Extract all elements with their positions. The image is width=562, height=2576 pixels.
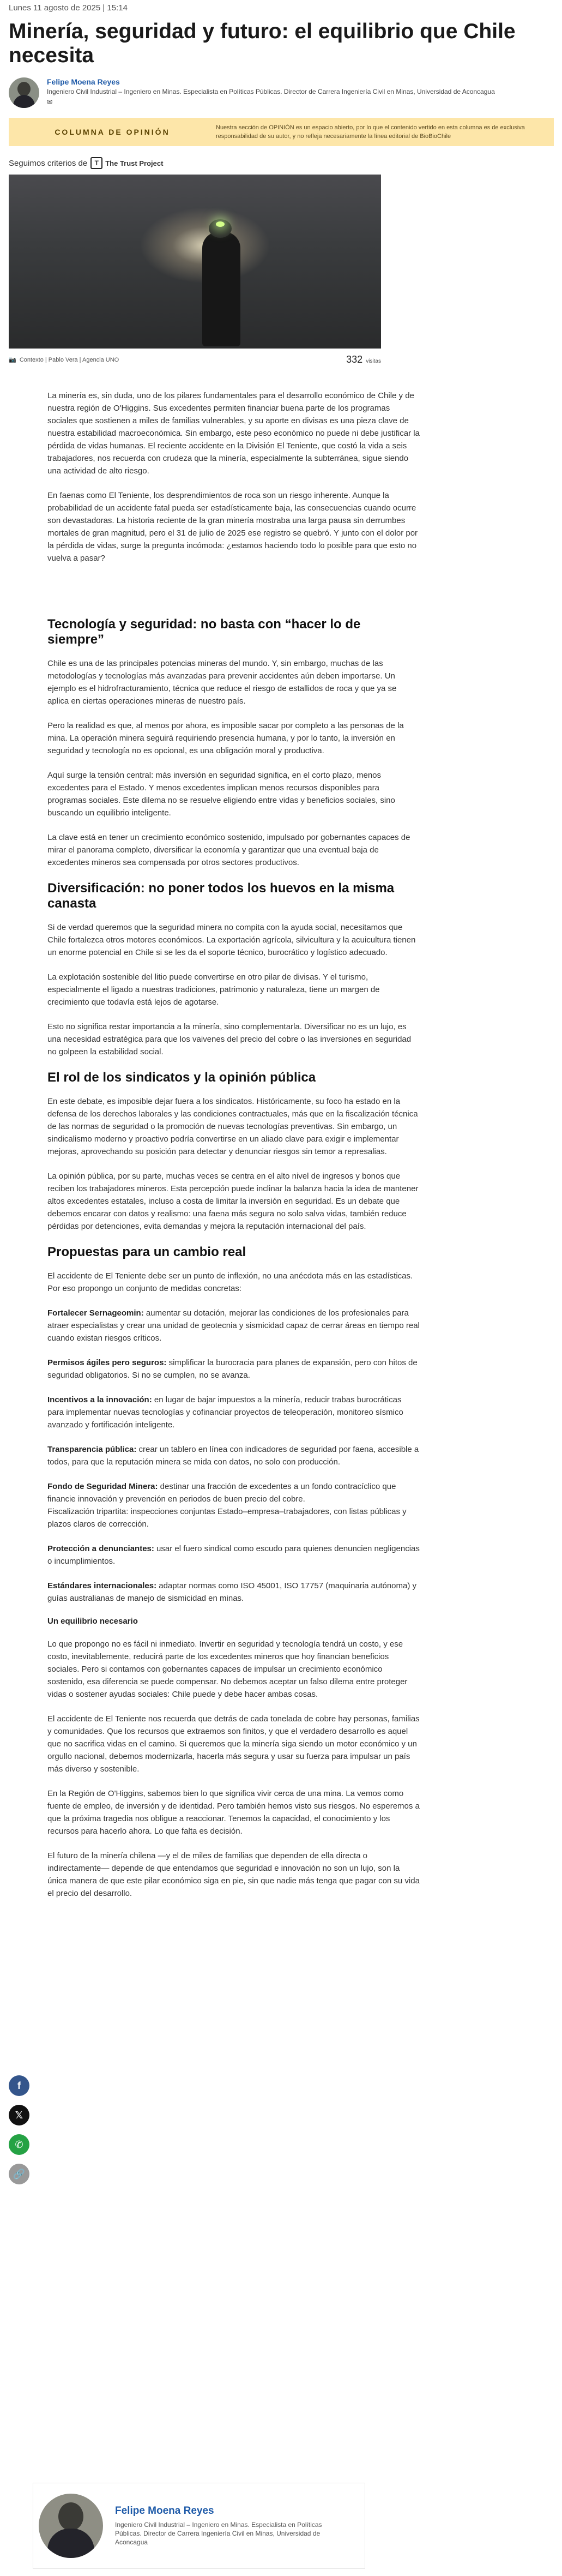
- proposal-item: [47, 1542, 420, 1568]
- paragraph: En la Región de O'Higgins, sabemos bien lo que significa vivir cerca de una mina. La vemos como fuente de empleo, de inversión y de identidad. Pero también hemos visto sus riesgos. No esperemos a que la próxima tragedia nos obligue a reaccionar. Tenemos la capacidad, el conocimiento y los recursos para hacerlo ahora. Lo que falta es decisión.: [47, 1789, 420, 1836]
- proposal-text: Fiscalización tripartita: inspecciones conjuntas Estado–empresa–trabajadores, con listas públicas y plazos claros de corrección.: [47, 1507, 407, 1529]
- subsection-heading: Un equilibrio necesario: [47, 1617, 138, 1626]
- share-bar: [9, 2075, 29, 2193]
- author-card: [33, 2483, 365, 2569]
- opinion-disclaimer: Nuestra sección de OPINIÓN es un espacio abierto, por lo que el contenido vertido en esta columna es de exclusiva responsabilidad de su autor, y no refleja necesariamente la línea editorial de BioBioChile: [216, 124, 525, 140]
- paragraph: La clave está en tener un crecimiento económico sostenido, impulsado por gobernantes capaces de mirar el panorama completo, diversificar la economía y garantizar que una eventual baja de excedentes mineros sea compensada por otros sectores productivos.: [47, 833, 410, 867]
- opinion-label: COLUMNA DE OPINIÓN: [55, 128, 170, 136]
- paragraph: Aquí surge la tensión central: más inversión en seguridad significa, en el corto plazo, menos excedentes para el Estado. Y menos excedentes implican menos recursos disponibles para programas sociales. Este dilema no se resuelve eligiendo entre vidas y beneficios sociales, sino buscando un equilibrio inteligente.: [47, 771, 395, 818]
- proposal-title: Transparencia pública:: [47, 1445, 137, 1454]
- proposal-title: Fortalecer Sernageomin:: [47, 1308, 144, 1318]
- paragraph: El futuro de la minería chilena —y el de miles de familias que dependen de ella directa o indirectamente— depende de que entendamos que seguridad e innovación no son un lujo, son la única manera de que este pilar económico siga en pie, sin que nadie más tenga que pagar con su vida el precio del desarrollo.: [47, 1851, 420, 1898]
- paragraph: Lo que propongo no es fácil ni inmediato. Invertir en seguridad y tecnología tendrá un costo, y ese costo, inevitablemente, reducirá parte de los excedentes mineros que hoy financian beneficios sociales. Pero si contamos con gobernantes capaces de impulsar un crecimiento económico sostenido, esa diferencia se puede compensar. No debemos aceptar un falso dilema entre proteger vidas o sostener ayudas sociales: Chile puede y debe hacer ambas cosas.: [47, 1640, 408, 1699]
- x-share-button[interactable]: 𝕏: [9, 2105, 29, 2125]
- views-number: 332: [346, 354, 363, 365]
- proposal-text: adaptar normas como ISO 45001, ISO 17757 (maquinaria autónoma) y guías australianas de manejo de sismicidad en minas.: [47, 1581, 417, 1603]
- author-header: [9, 77, 553, 108]
- trust-criteria: [9, 157, 553, 169]
- author-bio: Ingeniero Civil Industrial – Ingeniero en Minas. Especialista en Políticas Públicas. Director de Carrera Ingeniería Civil en Minas, Universidad de Aconcagua: [47, 88, 495, 95]
- proposal-item: [47, 1307, 420, 1344]
- helmet-lamp: [216, 221, 225, 227]
- whatsapp-share-button[interactable]: ✆: [9, 2134, 29, 2155]
- mail-icon[interactable]: ✉: [47, 98, 53, 106]
- article-image: [9, 175, 381, 349]
- proposal-title: Protección a denunciantes:: [47, 1544, 154, 1553]
- section-heading: Diversificación: no poner todos los huevos en la misma canasta: [47, 881, 395, 911]
- paragraph: La opinión pública, por su parte, muchas veces se centra en el alto nivel de ingresos y bonos que reciben los trabajadores mineros. Esta percepción puede inclinar la balanza hacia la idea de mantener altos excedentes estatales, incluso a costa de limitar la inversión en seguridad. Es un debate que debemos encarar con datos y realismo: una faena más segura no solo salva vidas, también reduce pérdidas por detenciones, evita demandas y mejora la reputación internacional del país.: [47, 1172, 419, 1231]
- proposal-item: [47, 1480, 420, 1530]
- section-heading: Tecnología y seguridad: no basta con “hacer lo de siempre”: [47, 617, 361, 647]
- proposal-text: en lugar de bajar impuestos a la minería, reducir trabas burocráticas para implementar nuevas tecnologías y cofinanciar proyectos de teleoperación, monitoreo sísmico avanzado y fortificación inteligente.: [47, 1395, 403, 1430]
- trust-project-link[interactable]: [90, 157, 163, 169]
- proposal-item: [47, 1580, 420, 1605]
- author-card-bio: Ingeniero Civil Industrial – Ingeniero en Minas. Especialista en Políticas Públicas. Director de Carrera Ingeniería Civil en Minas, Universidad de Aconcagua: [115, 2521, 322, 2546]
- proposal-title: Fondo de Seguridad Minera:: [47, 1482, 158, 1491]
- paragraph: La explotación sostenible del litio puede convertirse en otro pilar de divisas. Y el turismo, especialmente el ligado a nuestras tradiciones, patrimonio y naturaleza, tiene un margen de crecimiento que todavía está lejos de agotarse.: [47, 972, 380, 1007]
- proposal-title: Permisos ágiles pero seguros:: [47, 1358, 167, 1367]
- camera-icon: 📷 Contexto | Pablo Vera | Agencia UNO: [9, 357, 119, 363]
- proposal-title: Estándares internacionales:: [47, 1581, 157, 1590]
- proposal-item: [47, 1443, 420, 1468]
- paragraph: El accidente de El Teniente nos recuerda que detrás de cada tonelada de cobre hay personas, familias y comunidades. Que los recursos que extraemos son finitos, y que el verdadero desarrollo es aquel que no sacrifica vidas en el camino. Si queremos que la minería siga siendo un motor económico y un orgullo nacional, debemos modernizarla, hacerla más segura y usar su fuerza para impulsar un país más diverso y sostenible.: [47, 1714, 420, 1774]
- opinion-banner: [9, 118, 554, 146]
- page-title: Minería, seguridad y futuro: el equilibrio que Chile necesita: [9, 20, 516, 67]
- avatar[interactable]: [9, 77, 39, 108]
- proposal-text: simplificar la burocracia para planes de expansión, pero con hitos de seguridad obligatorios. Si no se cumplen, no se avanza.: [47, 1358, 418, 1380]
- criteria-label: Seguimos criterios de: [9, 158, 88, 168]
- proposal-text: crear un tablero en línea con indicadores de seguridad por faena, accesible a todos, para que la reputación minera se mida con datos, no solo con producción.: [47, 1445, 419, 1467]
- trust-project-name: The Trust Project: [105, 159, 164, 167]
- proposal-text: usar el fuero sindical como escudo para quienes denuncien negligencias o incumplimientos.: [47, 1544, 420, 1566]
- publish-date: Lunes 11 agosto de 2025 | 15:14: [9, 3, 128, 13]
- paragraph: Esto no significa restar importancia a la minería, sino complementarla. Diversificar no es un lujo, es una necesidad estratégica para que los vaivenes del precio del cobre o las inversiones en seguridad no golpeen la estabilidad social.: [47, 1022, 412, 1056]
- image-credit: Contexto | Pablo Vera | Agencia UNO: [19, 357, 119, 363]
- section-heading: Propuestas para un cambio real: [47, 1245, 246, 1259]
- copy-link-button[interactable]: 🔗: [9, 2164, 29, 2184]
- paragraph: El accidente de El Teniente debe ser un punto de inflexión, no una anécdota más en las estadísticas. Por eso propongo un conjunto de medidas concretas:: [47, 1271, 413, 1293]
- proposal-text: destinar una fracción de excedentes a un fondo contracíclico que financie innovación y prevención en periodos de buen precio del cobre.: [47, 1482, 396, 1504]
- paragraph: Chile es una de las principales potencias mineras del mundo. Y, sin embargo, muchas de las metodologías y tecnologías más avanzadas para prevenir accidentes aún deben importarse. Un ejemplo es el hidrofracturamiento, técnica que reduce el riesgo de estallidos de roca y que ya se aplica en ciertas operaciones mineras de nuestro país.: [47, 659, 397, 706]
- paragraph: En este debate, es imposible dejar fuera a los sindicatos. Históricamente, su foco ha estado en la defensa de los derechos laborales y las condiciones contractuales, más que en la fiscalización técnica de las normas de seguridad o la promoción de nuevas tecnologías preventivas. Sin embargo, un sindicalismo moderno y proactivo podría convertirse en un aliado clave para exigir e implementar mejoras, aprovechando su posición para detectar y denunciar riesgos sin temor a represalias.: [47, 1097, 418, 1156]
- proposal-title: Incentivos a la innovación:: [47, 1395, 152, 1404]
- author-card-avatar[interactable]: [39, 2494, 103, 2558]
- views-label: visitas: [366, 358, 381, 364]
- paragraph: Pero la realidad es que, al menos por ahora, es imposible sacar por completo a las personas de la mina. La operación minera seguirá requiriendo presencia humana, y por lo tanto, la inversión en seguridad y tecnología no es opcional, es una obligación moral y productiva.: [47, 721, 404, 755]
- proposal-item: [47, 1394, 420, 1431]
- author-name-link[interactable]: Felipe Moena Reyes: [47, 77, 120, 86]
- paragraph: En faenas como El Teniente, los desprendimientos de roca son un riesgo inherente. Aunque la probabilidad de un accidente fatal pueda ser estadísticamente baja, las consecuencias cuando ocurre son devastadoras. La historia reciente de la gran minería mostraba una larga pausa sin derrumbes mortales de gran magnitud, pero el 31 de julio de 2025 ese registro se quebró. Y junto con el dolor por la pérdida de vidas, surge la pregunta incómoda: ¿estamos haciendo todo lo posible para que esto no vuelva a pasar?: [47, 491, 418, 563]
- miner-silhouette: [202, 232, 240, 346]
- proposal-text: aumentar su dotación, mejorar las condiciones de los profesionales para atraer especialistas y crear una unidad de geotecnia y sismicidad capaz de cerrar áreas en tiempo real cuando existan riesgos críticos.: [47, 1308, 420, 1343]
- trust-project-icon: T: [90, 157, 102, 169]
- author-card-name[interactable]: Felipe Moena Reyes: [115, 2505, 214, 2517]
- paragraph: Si de verdad queremos que la seguridad minera no compita con la ayuda social, necesitamos que Chile fortalezca otros motores económicos. La exportación agrícola, silvicultura y la acuicultura tienen un enorme potencial en Chile si se les da el soporte técnico, burocrático y logístico adecuado.: [47, 923, 416, 957]
- view-count: [346, 354, 381, 365]
- image-caption: [9, 354, 381, 365]
- paragraph: La minería es, sin duda, uno de los pilares fundamentales para el desarrollo económico de Chile y de nuestra región de O'Higgins. Sus excedentes permiten financiar buena parte de los programas sociales que sostienen a miles de familias vulnerables, y su aporte en divisas es una pieza clave de nuestra estabilidad macroeconómica. Sin embargo, este peso económico no puede ni debe justificar la pérdida de vidas humanas. El reciente accidente en la División El Teniente, que costó la vida a seis trabajadores, nos recuerda con crudeza que la minería, especialmente la subterránea, sigue siendo una actividad de alto riesgo.: [47, 391, 420, 476]
- facebook-share-button[interactable]: f: [9, 2075, 29, 2096]
- article-body: [0, 389, 420, 1900]
- section-heading: El rol de los sindicatos y la opinión pública: [47, 1070, 316, 1085]
- proposal-item: [47, 1356, 420, 1382]
